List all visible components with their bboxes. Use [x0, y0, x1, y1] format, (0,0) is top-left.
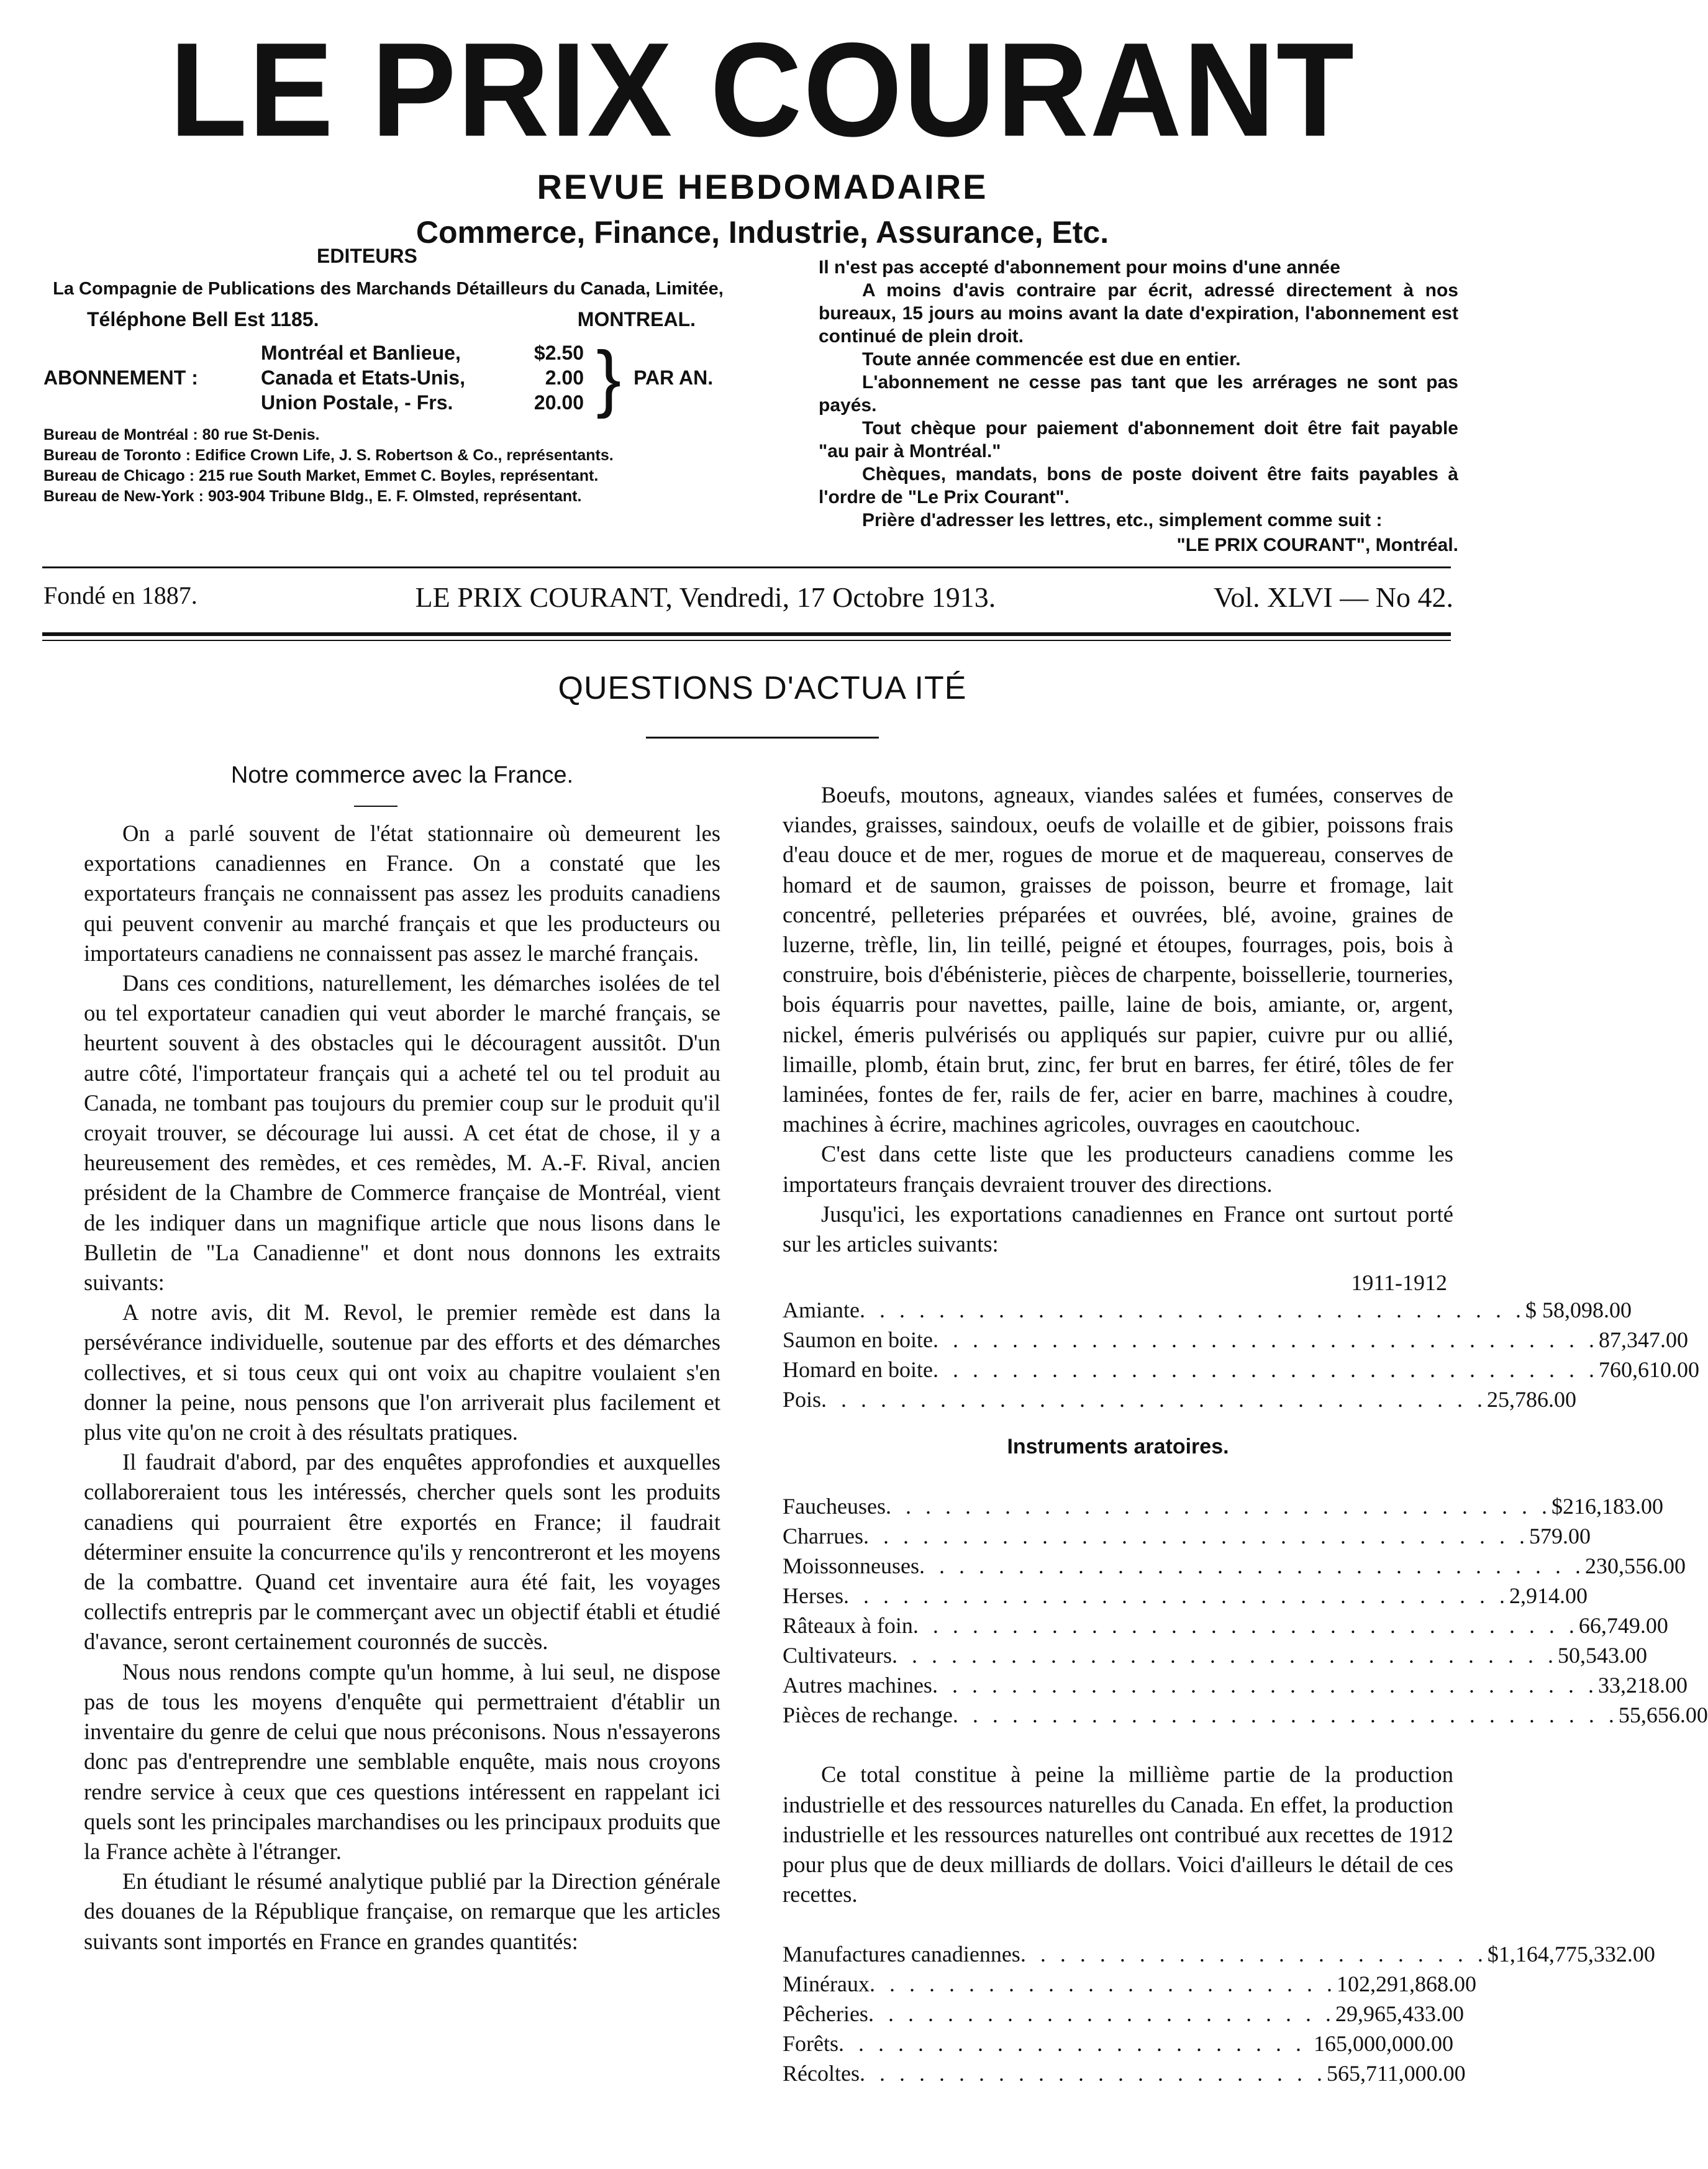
- paragraph: Ce total constitue à peine la millième partie de la production industrielle et des ressources naturelles du Canada. En effet, la production industrielle et les ressources naturelles ont contribué aux recettes de 1912 pour plus que de deux milliards de dollars. Voici d'ailleurs le détail de ces recettes.: [783, 1762, 1453, 1908]
- row-label: Faucheuses: [783, 1494, 886, 1519]
- exports-year: 1911-1912: [1351, 1270, 1447, 1296]
- revenues-table: [783, 1939, 1655, 2088]
- masthead-subtitle: REVUE HEBDOMADAIRE: [537, 167, 988, 206]
- table-row: Homard en boite . . . . . . . . . . . . . . . . . . . . . . . . . . . . . . . . . . 760,610.00: [783, 1355, 1453, 1385]
- subscription-row: [261, 365, 584, 390]
- row-value: 579.00: [1529, 1524, 1591, 1549]
- table-row: Pêcheries . . . . . . . . . . . . . . . . . . . . . . . . 29,965,433.00: [783, 1999, 1453, 2029]
- paragraph: A notre avis, dit M. Revol, le premier remède est dans la persévérance individuelle, soutenue par des efforts et des démarches collectives, et si tous ceux qui ont voix au chapitre voulaient s'en donner la peine, nous pensons que l'on arriverait plus facilement et plus vite qu'on ne croit à des résultats pratiques.: [84, 1299, 720, 1445]
- row-label: Saumon en boite: [783, 1327, 933, 1353]
- instruments-title: Instruments aratoires.: [1007, 1435, 1229, 1459]
- table-row: Pièces de rechange . . . . . . . . . . . . . . . . . . . . . . . . . . . . . . . . . . 55,656.00: [783, 1700, 1453, 1730]
- paragraph: Dans ces conditions, naturellement, les démarches isolées de tel ou tel exportateur canadien qui veut aborder le marché français, se heurtent souvent à des obstacles qui le découragent aussitôt. D'un autre côté, l'importateur français qui a acheté tel ou tel produit au Canada, ne tombant pas toujours du premier coup sur le produit qu'il croyait trouver, se décourage lui aussi. A cet état de chose, il y a heureusement des remèdes, et ces remèdes, M. A.-F. Rival, ancien président de la Chambre de Commerce française de Montréal, vient de les indiquer dans un magnifique article que nous lisons dans le Bulletin de "La Canadienne" et dont nous donnons les extraits suivants:: [84, 970, 720, 1296]
- table-row: Forêts . . . . . . . . . . . . . . . . . . . . . . . . 165,000,000.00: [783, 2029, 1453, 2058]
- paragraph: Boeufs, moutons, agneaux, viandes salées et fumées, conserves de viandes, graisses, saindoux, oeufs de volaille et de gibier, poissons frais d'eau douce et de mer, rogues de morue et de maquereau, conserves de homard et de saumon, graisses de poisson, beurre et fromage, lait concentré, pelleteries préparées et ouvrées, blé, avoine, graines de luzerne, trèfle, lin, lin teillé, peigné et étoupes, fourrages, pois, bois à construire, bois d'ébénisterie, pièces de charpente, boissellerie, tourneries, bois équarris pour navettes, paille, laine de bois, amiante, or, argent, nickel, émeris pulvérisés ou appliqués sur papier, cuivre pur ou allié, limaille, plomb, étain brut, zinc, fer brut en barres, fer étiré, tôles de fer laminées, fontes de fer, rails de fer, acier en barre, machines à coudre, machines à écrire, machines agricoles, ouvrages en caoutchouc.: [783, 782, 1453, 1137]
- row-value: 55,656.00: [1618, 1703, 1708, 1728]
- notice-address: "LE PRIX COURANT", Montréal.: [1176, 535, 1458, 555]
- offices-list: [43, 425, 733, 507]
- subscription-rows: [261, 340, 584, 415]
- subscription-place: Montréal et Banlieue,: [261, 342, 461, 364]
- instruments-table: [783, 1491, 1708, 1730]
- row-label: Autres machines: [783, 1673, 932, 1698]
- volume-text: Vol. XLVI — No 42.: [1214, 581, 1453, 613]
- dateline: [43, 581, 1453, 614]
- row-label: Pêcheries: [783, 2001, 868, 2027]
- row-label: Cultivateurs: [783, 1643, 892, 1668]
- row-label: Forêts: [783, 2031, 838, 2057]
- row-value: 66,749.00: [1578, 1613, 1668, 1639]
- table-row: Récoltes . . . . . . . . . . . . . . . . . . . . . . . . 565,711,000.00: [783, 2058, 1453, 2088]
- masthead-title: LE PRIX COURANT: [169, 15, 1356, 165]
- row-value: 87,347.00: [1598, 1327, 1688, 1353]
- notice-item: Tout chèque pour paiement d'abonnement doit être fait payable "au pair à Montréal.": [819, 418, 1458, 462]
- office-item: Bureau de Toronto : Edifice Crown Life, J. S. Robertson & Co., représentants.: [43, 447, 614, 464]
- dateline-rule-thin: [42, 640, 1451, 641]
- paragraph: C'est dans cette liste que les producteurs canadiens comme les importateurs français devraient trouver des directions.: [783, 1141, 1453, 1197]
- masthead-tagline: Commerce, Finance, Industrie, Assurance, Etc.: [416, 215, 1109, 250]
- table-row: Moissonneuses . . . . . . . . . . . . . . . . . . . . . . . . . . . . . . . . . . 230,556.00: [783, 1551, 1453, 1581]
- table-row: Saumon en boite . . . . . . . . . . . . . . . . . . . . . . . . . . . . . . . . . . 87,347.00: [783, 1325, 1453, 1355]
- subscription-price: 20.00: [534, 391, 584, 414]
- subscription-row: [261, 340, 584, 365]
- table-row: Charrues . . . . . . . . . . . . . . . . . . . . . . . . . . . . . . . . . . 579.00: [783, 1521, 1453, 1551]
- row-label: Récoltes: [783, 2061, 860, 2086]
- notice-item: L'abonnement ne cesse pas tant que les arrérages ne sont pas payés.: [819, 372, 1458, 416]
- header-rule: [42, 566, 1451, 568]
- contact-line: [43, 307, 733, 332]
- table-row: Minéraux . . . . . . . . . . . . . . . . . . . . . . . . 102,291,868.00: [783, 1969, 1453, 1999]
- notice-item: Prière d'adresser les lettres, etc., simplement comme suit :: [862, 510, 1383, 530]
- subscription-block: [43, 336, 733, 419]
- editors-phone: Téléphone Bell Est 1185.: [87, 308, 319, 330]
- right-column: [783, 780, 1708, 2088]
- row-label: Amiante: [783, 1298, 860, 1323]
- subscription-row: [261, 390, 584, 415]
- table-row: Herses . . . . . . . . . . . . . . . . . . . . . . . . . . . . . . . . . . 2,914.00: [783, 1581, 1453, 1611]
- left-column: [84, 819, 720, 1957]
- row-value: 165,000,000.00: [1314, 2031, 1453, 2057]
- editors-company: La Compagnie de Publications des Marchands Détailleurs du Canada, Limitée,: [53, 279, 724, 299]
- paragraph: Nous nous rendons compte qu'un homme, à lui seul, ne dispose pas de tous les moyens d'enquête qui permettraient d'établir un inventaire du genre de celui que nous préconisons. Nous n'essayerons donc pas d'entreprendre une semblable enquête, mais nous croyons rendre service à ceux que ces questions intéressent en rappelant ici quels sont les principales marchandises ou les principaux produits que la France achète à l'étranger.: [84, 1658, 720, 1864]
- table-row: Faucheuses . . . . . . . . . . . . . . . . . . . . . . . . . . . . . . . . . . $216,183.00: [783, 1491, 1453, 1521]
- per-year-label: PAR AN.: [634, 366, 714, 389]
- paragraph: On a parlé souvent de l'état stationnaire où demeurent les exportations canadiennes en France. On a constaté que les exportateurs français ne connaissent pas assez les produits canadiens qui peuvent convenir au marché français et que les producteurs ou importateurs canadiens ne connaissent pas assez le marché français.: [84, 821, 720, 966]
- office-item: Bureau de Montréal : 80 rue St-Denis.: [43, 426, 320, 443]
- section-title: QUESTIONS D'ACTUA ITÉ: [558, 670, 967, 706]
- notices-block: [819, 256, 1458, 557]
- row-label: Pièces de rechange: [783, 1703, 953, 1728]
- paragraph: Il faudrait d'abord, par des enquêtes approfondies et auxquelles collaboreraient tous les intéressés, chercher quels sont les produits canadiens qui pourraient être exportés en France; il faudrait déterminer ensuite la concurrence qu'ils y rencontreront et les moyens de la combattre. Quand cet inventaire aura été fait, les voyages collectifs entrepris par le commerçant avec un objectif établi et étudié d'avance, seront certainement couronnés de succès.: [84, 1449, 720, 1655]
- founded-text: Fondé en 1887.: [43, 581, 198, 609]
- row-label: Minéraux: [783, 1971, 870, 1997]
- row-value: 102,291,868.00: [1336, 1971, 1476, 1997]
- notice-item: Chèques, mandats, bons de poste doivent être faits payables à l'ordre de "Le Prix Courant".: [819, 464, 1458, 507]
- table-row: Cultivateurs . . . . . . . . . . . . . . . . . . . . . . . . . . . . . . . . . . 50,543.00: [783, 1640, 1453, 1670]
- office-item: Bureau de Chicago : 215 rue South Market, Emmet C. Boyles, représentant.: [43, 467, 599, 484]
- row-label: Homard en boite: [783, 1357, 933, 1383]
- table-row: Pois . . . . . . . . . . . . . . . . . . . . . . . . . . . . . . . . . . 25,786.00: [783, 1385, 1453, 1414]
- row-value: $ 58,098.00: [1525, 1298, 1632, 1323]
- row-value: 565,711,000.00: [1326, 2061, 1466, 2086]
- row-value: $1,164,775,332.00: [1487, 1942, 1655, 1967]
- exports-table: [783, 1268, 1699, 1414]
- dateline-rule: [42, 632, 1451, 636]
- issue-text: LE PRIX COURANT, Vendredi, 17 Octobre 1913.: [415, 581, 996, 613]
- subscription-price: $2.50: [534, 342, 584, 364]
- row-label: Manufactures canadiennes: [783, 1942, 1020, 1967]
- row-value: $216,183.00: [1551, 1494, 1663, 1519]
- row-label: Charrues: [783, 1524, 863, 1549]
- row-value: 33,218.00: [1597, 1673, 1688, 1698]
- table-row: Râteaux à foin . . . . . . . . . . . . . . . . . . . . . . . . . . . . . . . . . . 66,749.00: [783, 1611, 1453, 1640]
- article-title-rule: [354, 806, 397, 807]
- editors-block: [43, 243, 733, 507]
- row-value: 25,786.00: [1487, 1387, 1577, 1412]
- row-value: 29,965,433.00: [1335, 2001, 1464, 2027]
- subscription-label: ABONNEMENT :: [43, 366, 198, 389]
- table-row: Autres machines . . . . . . . . . . . . . . . . . . . . . . . . . . . . . . . . . . 33,218.00: [783, 1670, 1453, 1700]
- table-row: Manufactures canadiennes . . . . . . . . . . . . . . . . . . . . . . . . $1,164,775,332.00: [783, 1939, 1453, 1969]
- subscription-place: Union Postale, - Frs.: [261, 391, 453, 414]
- editors-city: MONTREAL.: [577, 308, 696, 330]
- row-label: Herses: [783, 1583, 843, 1609]
- row-label: Râteaux à foin: [783, 1613, 913, 1639]
- notice-item: Il n'est pas accepté d'abonnement pour moins d'une année: [819, 257, 1340, 278]
- office-item: Bureau de New-York : 903-904 Tribune Bldg., E. F. Olmsted, représentant.: [43, 488, 582, 505]
- row-label: Moissonneuses: [783, 1553, 920, 1579]
- row-value: 230,556.00: [1585, 1553, 1686, 1579]
- brace-icon: }: [596, 336, 622, 419]
- subscription-place: Canada et Etats-Unis,: [261, 366, 465, 389]
- notice-item: Toute année commencée est due en entier.: [862, 349, 1241, 370]
- table-row: Amiante . . . . . . . . . . . . . . . . . . . . . . . . . . . . . . . . . . $ 58,098.00: [783, 1295, 1453, 1325]
- article-title: Notre commerce avec la France.: [230, 762, 574, 788]
- row-label: Pois: [783, 1387, 822, 1412]
- paragraph: Jusqu'ici, les exportations canadiennes en France ont surtout porté sur les articles suivants:: [783, 1201, 1453, 1257]
- title-underline: [646, 737, 879, 739]
- notice-item: A moins d'avis contraire par écrit, adressé directement à nos bureaux, 15 jours au moins avant la date d'expiration, l'abonnement est continué de plein droit.: [819, 280, 1458, 347]
- row-value: 50,543.00: [1557, 1643, 1647, 1668]
- subscription-price: 2.00: [545, 366, 584, 389]
- row-value: 2,914.00: [1509, 1583, 1588, 1609]
- editors-label: EDITEURS: [317, 245, 417, 267]
- paragraph: En étudiant le résumé analytique publié par la Direction générale des douanes de la République française, on remarque que les articles suivants sont importés en France en grandes quantités:: [84, 1868, 720, 1954]
- row-value: 760,610.00: [1598, 1357, 1699, 1383]
